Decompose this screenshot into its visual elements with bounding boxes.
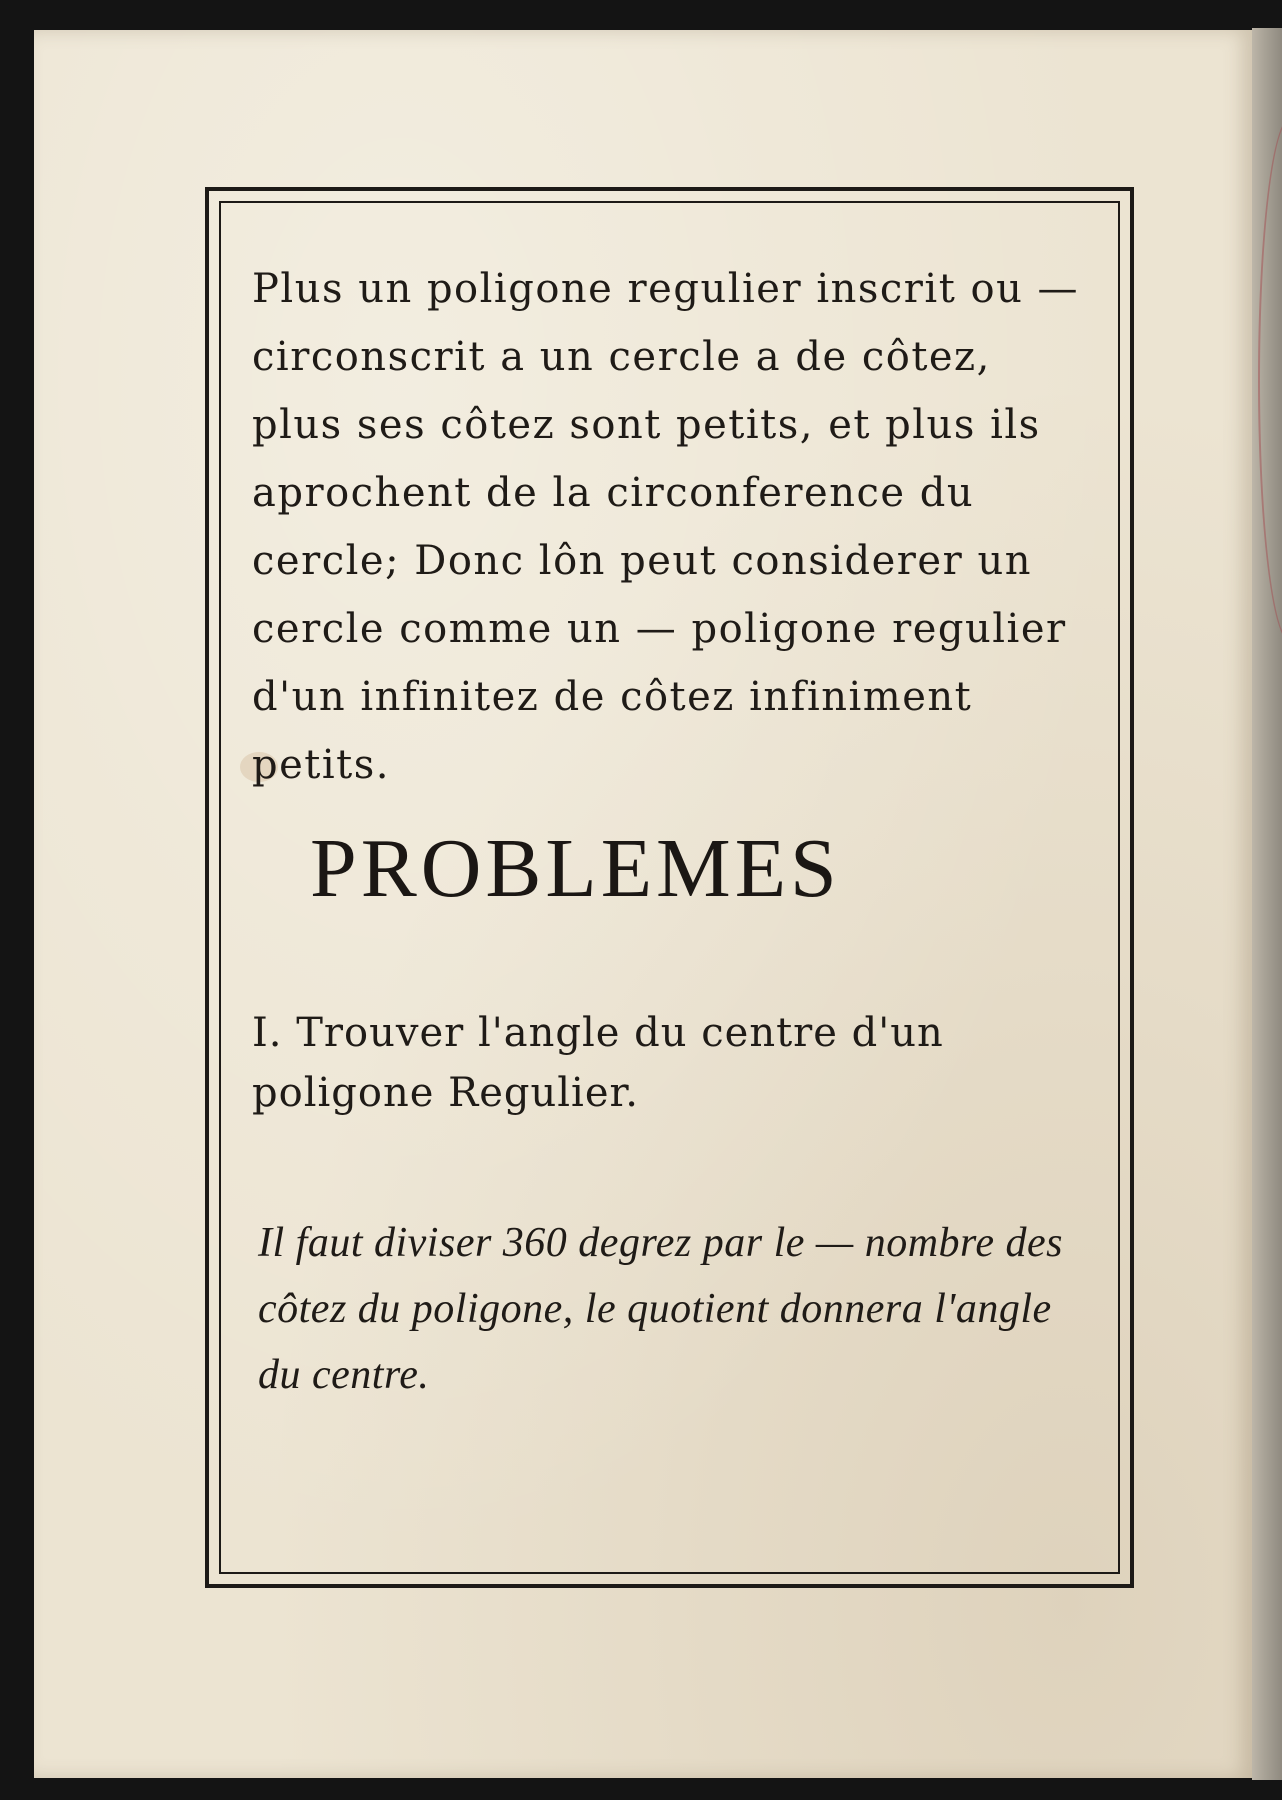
section-heading: PROBLEMES <box>310 822 841 915</box>
adjacent-page-edge <box>1252 28 1282 1780</box>
intro-paragraph: Plus un poligone regulier inscrit ou — circonscrit a un cercle a de côtez, plus ses côtez sont petits, et plus ils aprochent de la circonference du cercle; Donc lôn peut considerer un cercle comme un — poligone regulier d'un infinitez de côtez infiniment petits. <box>252 266 1080 788</box>
problem-statement: I. Trouver l'angle du centre d'un poligone Regulier. <box>252 1010 944 1116</box>
problem-answer: Il faut diviser 360 degrez par le — nombre des côtez du poligone, le quotient donnera l'angle du centre. <box>258 1220 1063 1398</box>
adjacent-page-drawing <box>1258 118 1282 642</box>
